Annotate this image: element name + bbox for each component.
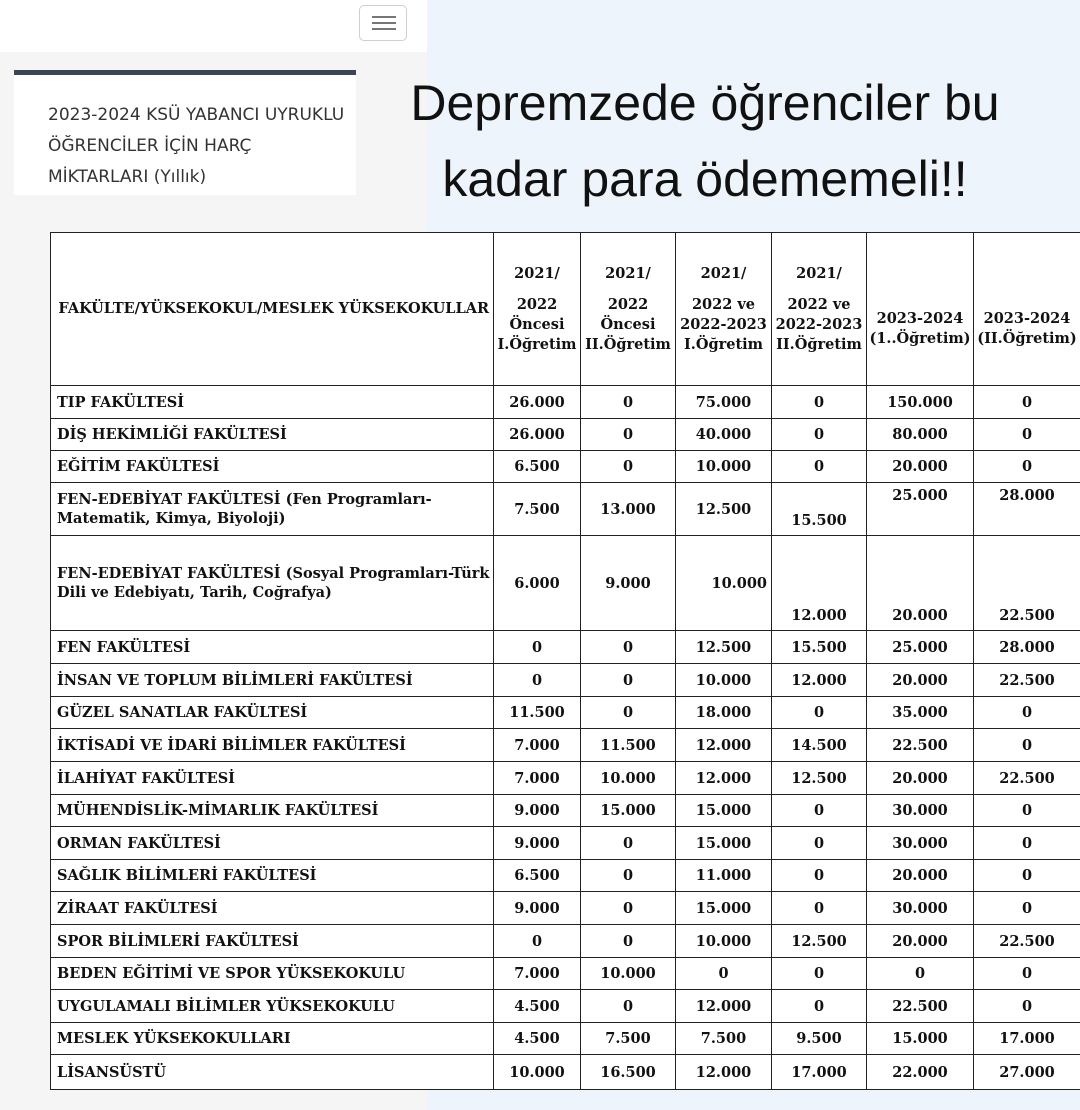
fee-cell: 18.000 <box>676 697 772 729</box>
fee-cell: 7.000 <box>494 729 581 762</box>
fee-cell: 11.500 <box>494 697 581 729</box>
fee-cell: 30.000 <box>867 892 974 925</box>
table-row <box>51 990 1080 1023</box>
header-line: 2021/ <box>514 264 560 282</box>
table-row <box>51 827 1080 860</box>
column-header-2022-2023-1 <box>676 233 772 386</box>
header-line: 2023-2024 <box>876 310 964 327</box>
header-line: 2022 ve <box>787 295 851 313</box>
faculty-name: LİSANSÜSTÜ <box>51 1055 494 1090</box>
fee-cell: 15.000 <box>676 795 772 827</box>
fee-cell: 4.500 <box>494 1023 581 1055</box>
fee-cell: 6.000 <box>494 536 581 631</box>
fee-cell: 40.000 <box>676 419 772 451</box>
fee-cell: 22.500 <box>974 762 1080 795</box>
fee-cell: 15.000 <box>676 892 772 925</box>
fee-cell: 0 <box>974 386 1080 419</box>
faculty-name: İKTİSADİ VE İDARİ BİLİMLER FAKÜLTESİ <box>51 729 494 762</box>
header-line: I.Öğretim <box>683 335 763 353</box>
header-line: 2021/ <box>605 264 651 282</box>
fee-cell: 0 <box>974 451 1080 483</box>
fee-cell: 0 <box>581 451 676 483</box>
header-line: (II.Öğretim) <box>977 330 1077 347</box>
fee-cell: 12.000 <box>676 762 772 795</box>
fee-cell: 22.500 <box>974 536 1080 631</box>
fee-cell: 0 <box>581 892 676 925</box>
column-header-2023-2024-1 <box>867 233 974 386</box>
table-row <box>51 860 1080 892</box>
faculty-name: SPOR BİLİMLERİ FAKÜLTESİ <box>51 925 494 958</box>
fee-cell: 28.000 <box>974 631 1080 664</box>
fee-table-container <box>50 232 1080 1090</box>
headline-caption: Depremzede öğrenciler bu kadar para ödememeli!! <box>410 75 1000 207</box>
fee-cell: 0 <box>494 925 581 958</box>
fee-cell: 22.500 <box>974 925 1080 958</box>
hamburger-menu-icon <box>372 16 396 18</box>
table-row <box>51 1023 1080 1055</box>
fee-cell: 20.000 <box>867 451 974 483</box>
fee-cell: 0 <box>581 697 676 729</box>
table-row <box>51 925 1080 958</box>
faculty-name: MESLEK YÜKSEKOKULLARI <box>51 1023 494 1055</box>
fee-cell: 6.500 <box>494 860 581 892</box>
column-header-2022-before-2 <box>581 233 676 386</box>
page-title: 2023-2024 KSÜ YABANCI UYRUKLU ÖĞRENCİLER İÇİN HARÇ MİKTARLARI (Yıllık) <box>48 105 345 187</box>
header-line: 2021/ <box>700 264 747 282</box>
page-title-card <box>14 70 356 195</box>
column-header-2023-2024-2 <box>974 233 1080 386</box>
fee-cell: 0 <box>581 827 676 860</box>
table-row <box>51 729 1080 762</box>
table-row <box>51 631 1080 664</box>
faculty-name: FEN-EDEBİYAT FAKÜLTESİ (Fen Programları-Matematik, Kimya, Biyoloji) <box>51 483 494 536</box>
fee-cell: 15.500 <box>772 631 867 664</box>
faculty-name: TIP FAKÜLTESİ <box>51 386 494 419</box>
table-row <box>51 697 1080 729</box>
table-row <box>51 386 1080 419</box>
faculty-name: SAĞLIK BİLİMLERİ FAKÜLTESİ <box>51 860 494 892</box>
faculty-name: FEN-EDEBİYAT FAKÜLTESİ (Sosyal Programları-Türk Dili ve Edebiyatı, Tarih, Coğrafya) <box>51 536 494 631</box>
header-line: 2022 <box>516 295 558 313</box>
fee-cell: 0 <box>494 631 581 664</box>
fee-cell: 15.500 <box>772 483 867 536</box>
fee-cell: 17.000 <box>974 1023 1080 1055</box>
table-header-row <box>51 233 1080 386</box>
fee-cell: 9.500 <box>772 1023 867 1055</box>
fee-cell: 15.000 <box>581 795 676 827</box>
fee-cell: 0 <box>581 386 676 419</box>
header-line: 2023-2024 <box>983 310 1071 327</box>
fee-cell: 12.000 <box>772 536 867 631</box>
fee-cell: 0 <box>581 631 676 664</box>
fee-cell: 0 <box>772 451 867 483</box>
fee-cell: 0 <box>581 990 676 1023</box>
faculty-name: İLAHİYAT FAKÜLTESİ <box>51 762 494 795</box>
fee-cell: 10.000 <box>581 762 676 795</box>
hamburger-menu-icon-bar <box>372 28 396 30</box>
table-row <box>51 892 1080 925</box>
fee-cell: 0 <box>581 925 676 958</box>
header-line: (1..Öğretim) <box>869 330 971 347</box>
fee-cell: 6.500 <box>494 451 581 483</box>
fee-cell: 0 <box>772 795 867 827</box>
fee-cell: 22.500 <box>867 729 974 762</box>
fee-cell: 26.000 <box>494 419 581 451</box>
fee-cell: 30.000 <box>867 795 974 827</box>
fee-cell: 80.000 <box>867 419 974 451</box>
table-row <box>51 419 1080 451</box>
fee-cell: 9.000 <box>581 536 676 631</box>
fee-cell: 20.000 <box>867 860 974 892</box>
fee-cell: 12.000 <box>676 990 772 1023</box>
fee-cell: 35.000 <box>867 697 974 729</box>
fee-cell: 0 <box>772 892 867 925</box>
header-line: 2022 <box>607 295 649 313</box>
fee-cell: 0 <box>772 958 867 990</box>
fee-cell: 0 <box>974 697 1080 729</box>
faculty-name: EĞİTİM FAKÜLTESİ <box>51 451 494 483</box>
table-row <box>51 536 1080 631</box>
header-line: II.Öğretim <box>776 335 862 353</box>
fee-cell: 0 <box>772 419 867 451</box>
faculty-name: GÜZEL SANATLAR FAKÜLTESİ <box>51 697 494 729</box>
fee-cell: 7.500 <box>581 1023 676 1055</box>
fee-cell: 12.500 <box>676 483 772 536</box>
header-line: Öncesi <box>509 315 565 333</box>
fee-cell: 0 <box>974 827 1080 860</box>
fee-cell: 12.000 <box>676 729 772 762</box>
fee-cell: 7.000 <box>494 762 581 795</box>
fee-cell: 7.000 <box>494 958 581 990</box>
fee-cell: 28.000 <box>974 483 1080 536</box>
fee-cell: 75.000 <box>676 386 772 419</box>
fee-cell: 22.000 <box>867 1055 974 1090</box>
fee-cell: 11.000 <box>676 860 772 892</box>
fee-cell: 0 <box>974 892 1080 925</box>
table-row <box>51 795 1080 827</box>
fee-cell: 12.500 <box>772 925 867 958</box>
table-row <box>51 483 1080 536</box>
fee-cell: 22.500 <box>974 664 1080 697</box>
header-line: 2022-2023 <box>680 315 767 333</box>
fee-cell: 12.000 <box>772 664 867 697</box>
fee-cell: 0 <box>974 795 1080 827</box>
fee-cell: 0 <box>974 860 1080 892</box>
fee-cell: 0 <box>772 386 867 419</box>
fee-cell: 10.000 <box>676 664 772 697</box>
header-line: 2022 ve <box>691 295 756 313</box>
hamburger-menu-button[interactable] <box>359 5 407 41</box>
fee-cell: 15.000 <box>676 827 772 860</box>
fee-cell: 0 <box>867 958 974 990</box>
table-row <box>51 762 1080 795</box>
column-header-faculty: FAKÜLTE/YÜKSEKOKUL/MESLEK YÜKSEKOKULLAR <box>51 233 494 386</box>
header-line: 2022-2023 <box>775 315 863 333</box>
fee-cell: 0 <box>581 860 676 892</box>
header-line: II.Öğretim <box>585 335 671 353</box>
fee-cell: 150.000 <box>867 386 974 419</box>
fee-cell: 11.500 <box>581 729 676 762</box>
fee-cell: 4.500 <box>494 990 581 1023</box>
header-line: I.Öğretim <box>497 335 577 353</box>
fee-cell: 0 <box>974 419 1080 451</box>
faculty-name: İNSAN VE TOPLUM BİLİMLERİ FAKÜLTESİ <box>51 664 494 697</box>
fee-cell: 0 <box>772 860 867 892</box>
fee-cell: 0 <box>772 827 867 860</box>
fee-cell: 13.000 <box>581 483 676 536</box>
fee-cell: 25.000 <box>867 631 974 664</box>
table-row <box>51 1055 1080 1090</box>
fee-cell: 16.500 <box>581 1055 676 1090</box>
fee-cell: 0 <box>581 419 676 451</box>
table-row <box>51 451 1080 483</box>
fee-cell: 9.000 <box>494 892 581 925</box>
fee-cell: 14.500 <box>772 729 867 762</box>
faculty-name: FEN FAKÜLTESİ <box>51 631 494 664</box>
fee-cell: 10.000 <box>581 958 676 990</box>
fee-cell: 22.500 <box>867 990 974 1023</box>
hamburger-menu-icon-bar <box>372 22 396 24</box>
fee-table <box>50 232 1080 1090</box>
fee-cell: 0 <box>676 958 772 990</box>
fee-cell: 10.000 <box>494 1055 581 1090</box>
fee-cell: 12.500 <box>772 762 867 795</box>
fee-cell: 0 <box>772 990 867 1023</box>
fee-cell: 0 <box>974 958 1080 990</box>
faculty-name: MÜHENDİSLİK-MİMARLIK FAKÜLTESİ <box>51 795 494 827</box>
fee-cell: 9.000 <box>494 795 581 827</box>
fee-cell: 10.000 <box>676 451 772 483</box>
column-header-2022-2023-2 <box>772 233 867 386</box>
fee-cell: 10.000 <box>676 536 772 631</box>
fee-cell: 12.000 <box>676 1055 772 1090</box>
fee-cell: 0 <box>974 729 1080 762</box>
fee-cell: 12.500 <box>676 631 772 664</box>
faculty-name: ORMAN FAKÜLTESİ <box>51 827 494 860</box>
fee-cell: 30.000 <box>867 827 974 860</box>
fee-cell: 17.000 <box>772 1055 867 1090</box>
fee-cell: 7.500 <box>494 483 581 536</box>
fee-cell: 0 <box>772 697 867 729</box>
fee-cell: 20.000 <box>867 762 974 795</box>
column-header-2022-before-1 <box>494 233 581 386</box>
fee-cell: 0 <box>974 990 1080 1023</box>
faculty-name: DİŞ HEKİMLİĞİ FAKÜLTESİ <box>51 419 494 451</box>
fee-cell: 0 <box>581 664 676 697</box>
fee-cell: 20.000 <box>867 925 974 958</box>
fee-cell: 7.500 <box>676 1023 772 1055</box>
table-row <box>51 958 1080 990</box>
fee-cell: 26.000 <box>494 386 581 419</box>
table-row <box>51 664 1080 697</box>
fee-cell: 27.000 <box>974 1055 1080 1090</box>
header-line: 2021/ <box>796 264 842 282</box>
fee-cell: 10.000 <box>676 925 772 958</box>
fee-cell: 20.000 <box>867 536 974 631</box>
faculty-name: UYGULAMALI BİLİMLER YÜKSEKOKULU <box>51 990 494 1023</box>
header-line: Öncesi <box>600 315 656 333</box>
faculty-name: BEDEN EĞİTİMİ VE SPOR YÜKSEKOKULU <box>51 958 494 990</box>
fee-cell: 15.000 <box>867 1023 974 1055</box>
fee-cell: 0 <box>494 664 581 697</box>
fee-cell: 20.000 <box>867 664 974 697</box>
fee-cell: 25.000 <box>867 483 974 536</box>
faculty-name: ZİRAAT FAKÜLTESİ <box>51 892 494 925</box>
fee-cell: 9.000 <box>494 827 581 860</box>
